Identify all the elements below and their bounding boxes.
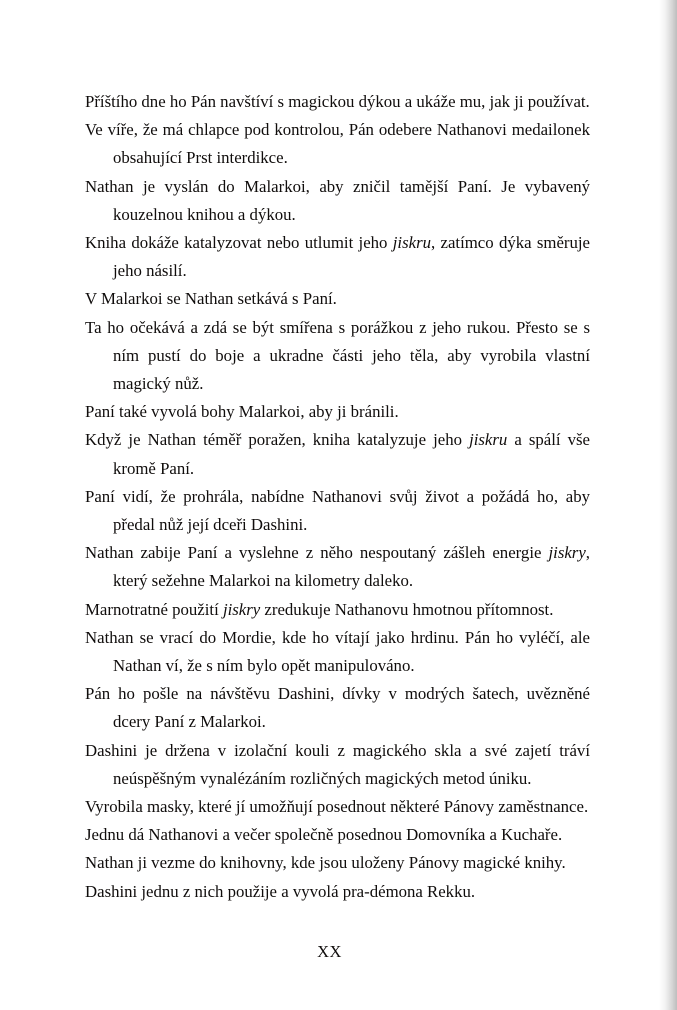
body-text-run: , zatímco dýka směruje jeho násilí.	[113, 233, 590, 281]
body-text-run: V Malarkoi se Nathan setkává s Paní.	[85, 289, 337, 309]
body-text-run: Paní také vyvolá bohy Malarkoi, aby ji bránili.	[85, 402, 399, 422]
body-text-run: Dashini jednu z nich použije a vyvolá pra-démona Rekku.	[85, 881, 476, 901]
paragraph	[85, 229, 590, 285]
paragraph	[85, 596, 590, 624]
emphasis-text: jiskru	[469, 430, 508, 450]
body-text-run: Jednu dá Nathanovi a večer společně posednou Domovníka a Kuchaře.	[85, 825, 563, 845]
body-text-run: a spálí vše kromě Paní.	[113, 430, 590, 478]
body-text-run: Příštího dne ho Pán navštíví s magickou dýkou a ukáže mu, jak ji používat.	[85, 92, 590, 111]
body-text-run: Když je Nathan téměř poražen, kniha katalyzuje jeho	[85, 430, 470, 450]
paragraph	[85, 737, 590, 793]
emphasis-text: jiskru	[392, 233, 431, 253]
emphasis-text: jiskry	[548, 543, 586, 563]
body-text-run: Kniha dokáže katalyzovat nebo utlumit jeho	[85, 233, 393, 253]
paragraph	[85, 483, 590, 539]
page-edge-shadow	[659, 0, 677, 1010]
paragraph	[85, 173, 590, 229]
body-text	[85, 88, 590, 906]
paragraph	[85, 539, 590, 595]
paragraph	[85, 88, 590, 116]
paragraph	[85, 116, 590, 172]
body-text-run: Vyrobila masky, které jí umožňují posednout některé Pánovy zaměstnance.	[85, 797, 589, 817]
paragraph	[85, 849, 590, 877]
paragraph	[85, 426, 590, 482]
body-text-run: Ta ho očekává a zdá se být smířena s porážkou z jeho rukou. Přesto se s ním pustí do boje a ukradne části jeho těla, aby vyrobila vlastní magický nůž.	[85, 317, 590, 394]
paragraph	[85, 680, 590, 736]
paragraph	[85, 878, 590, 906]
paragraph	[85, 285, 590, 313]
paragraph	[85, 398, 590, 426]
body-text-run: Ve víře, že má chlapce pod kontrolou, Pán odebere Nathanovi medailonek obsahující Prst interdikce.	[85, 120, 590, 168]
emphasis-text: jiskry	[222, 599, 261, 619]
body-text-run: , který sežehne Malarkoi na kilometry daleko.	[113, 543, 590, 591]
body-text-run: Nathan zabije Paní a vyslehne z něho nespoutaný zášleh energie	[85, 543, 549, 563]
paragraph	[85, 821, 590, 849]
body-text-run: Dashini je držena v izolační kouli z magického skla a své zajetí tráví neúspěšným vynalézáním rozličných magických metod úniku.	[85, 740, 590, 788]
paragraph	[85, 793, 590, 821]
paragraph	[85, 314, 590, 399]
body-text-run: Pán ho pošle na návštěvu Dashini, dívky v modrých šatech, uvězněné dcery Paní z Malarkoi.	[85, 684, 590, 732]
body-text-run: Nathan se vrací do Mordie, kde ho vítají jako hrdinu. Pán ho vyléčí, ale Nathan ví, že s ním bylo opět manipulováno.	[85, 627, 590, 676]
body-text-run: Paní vidí, že prohrála, nabídne Nathanovi svůj život a požádá ho, aby předal nůž její dceři Dashini.	[85, 486, 590, 535]
paragraph	[85, 624, 590, 680]
body-text-run: zredukuje Nathanovu hmotnou přítomnost.	[260, 599, 554, 619]
body-text-run: Nathan je vyslán do Malarkoi, aby zničil tamější Paní. Je vybavený kouzelnou knihou a dýkou.	[85, 176, 590, 224]
body-text-run: Marnotratné použití	[85, 599, 223, 619]
body-text-run: Nathan ji vezme do knihovny, kde jsou uloženy Pánovy magické knihy.	[85, 853, 566, 873]
page-number: XX	[317, 942, 342, 961]
